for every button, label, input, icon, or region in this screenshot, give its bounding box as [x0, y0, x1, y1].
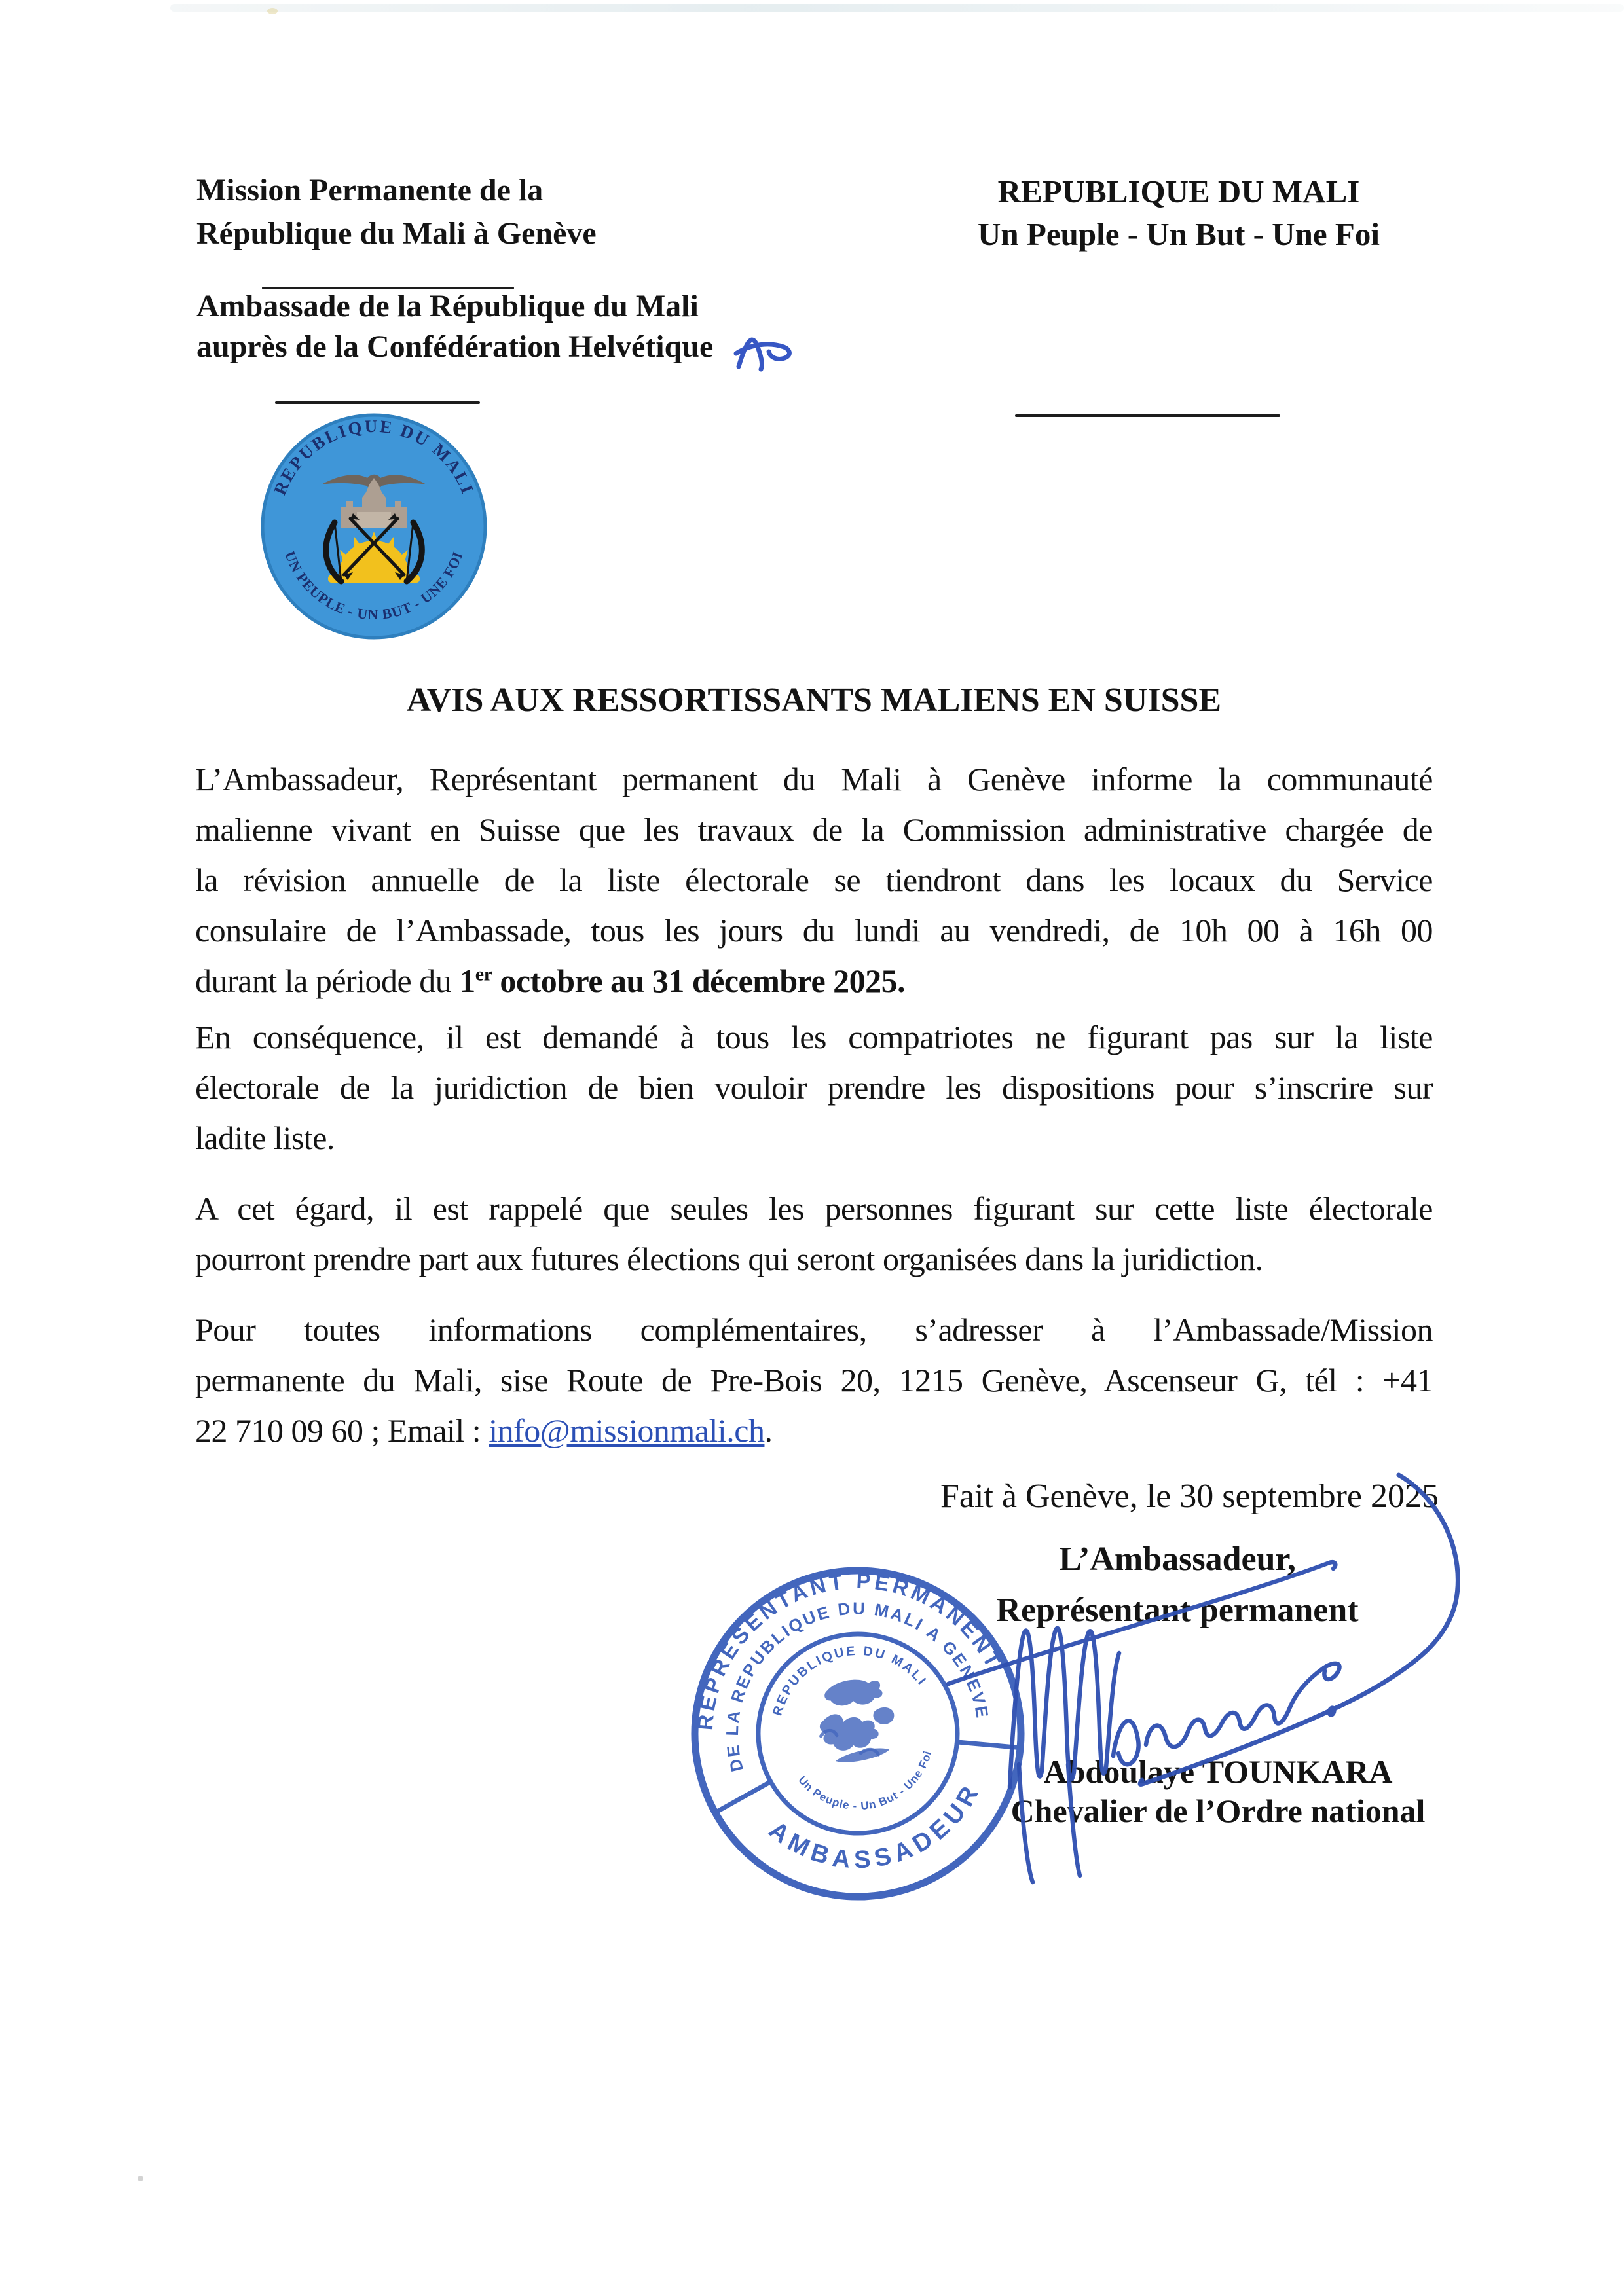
- stamp-emblem: [811, 1673, 902, 1768]
- body-line: [195, 754, 1433, 805]
- body-text: électorale de la juridiction de bien vouloir prendre les dispositions pour s’inscrire sur: [195, 1069, 1433, 1106]
- email-link[interactable]: info@missionmali.ch: [489, 1412, 765, 1449]
- body-text: En conséquence, il est demandé à tous les compatriotes ne figurant pas sur la liste: [195, 1019, 1433, 1055]
- signatory-title: Chevalier de l’Ordre national: [1010, 1793, 1426, 1829]
- scan-artifact: [267, 8, 278, 14]
- body-text: permanente du Mali, sise Route de Pre-Bois 20, 1215 Genève, Ascenseur G, tél : +41: [195, 1362, 1433, 1398]
- stamp-arc-text: REPRESENTANT PERMANENT: [692, 1568, 1007, 1732]
- body-line: [195, 1184, 1433, 1234]
- body-text: Pour toutes informations complémentaires, s’adresser à l’Ambassade/Mission: [195, 1311, 1433, 1348]
- letterhead-republic: [936, 170, 1421, 255]
- seal-arc-text: REPUBLIQUE DU MALI: [270, 416, 478, 498]
- body-line: [195, 905, 1433, 956]
- paragraph: [195, 1012, 1433, 1163]
- signatory-name-block: [956, 1752, 1480, 1831]
- mali-seal-logo: [259, 411, 489, 642]
- divider-line: [275, 401, 480, 404]
- body-text: durant la période du: [195, 962, 460, 999]
- superscript-text: er: [475, 963, 492, 985]
- paragraph: [195, 1305, 1433, 1456]
- national-motto: Un Peuple - Un But - Une Foi: [978, 216, 1380, 252]
- body-line: [195, 956, 1433, 1006]
- body-line: [195, 805, 1433, 855]
- paragraph: [195, 1184, 1433, 1285]
- body-text: octobre au 31 décembre 2025: [492, 962, 898, 999]
- letterhead-line: auprès de la Confédération Helvétique: [196, 329, 714, 364]
- embassy-stamp: [681, 1557, 1035, 1910]
- stamp-arc-text: Un Peuple - Un But - Une Foi: [796, 1749, 934, 1813]
- body-line: [195, 1012, 1433, 1063]
- body-line: [195, 1355, 1433, 1406]
- stamp-arc-text: DE LA REPUBLIQUE DU MALI A GENEVE: [722, 1598, 993, 1774]
- divider-line: [1015, 414, 1280, 417]
- body-line: [195, 1305, 1433, 1355]
- letterhead-mission: [196, 169, 825, 255]
- notice-title: AVIS AUX RESSORTISSANTS MALIENS EN SUISSE: [406, 682, 1222, 719]
- signatory-role-line: L’Ambassadeur,: [1059, 1540, 1296, 1578]
- body-line: [195, 1063, 1433, 1113]
- scan-artifact: [170, 4, 1624, 12]
- seal-mosque-icon: [357, 512, 391, 528]
- body-text: L’Ambassadeur, Représentant permanent du Mali à Genève informe la communauté: [195, 761, 1433, 797]
- stamp-arc-text: AMBASSADEUR: [764, 1777, 987, 1874]
- stamp-arc-text: REPUBLIQUE DU MALI: [770, 1643, 930, 1718]
- letterhead-line: République du Mali à Genève: [196, 216, 597, 251]
- letterhead-line: Ambassade de la République du Mali: [196, 289, 699, 323]
- body-line: [195, 1113, 1433, 1163]
- country-name: REPUBLIQUE DU MALI: [997, 173, 1360, 210]
- body-text: ladite liste.: [195, 1120, 335, 1156]
- seal-arc-text: UN PEUPLE - UN BUT - UNE FOI: [282, 549, 466, 623]
- date-line: Fait à Genève, le 30 septembre 2025: [940, 1478, 1439, 1515]
- handwritten-initials: [732, 325, 798, 377]
- body-text: 22 710 09 60 ; Email :: [195, 1412, 489, 1449]
- signatory-role-line: Représentant permanent: [996, 1592, 1359, 1629]
- body-text: .: [764, 1412, 773, 1449]
- paragraph: [195, 754, 1433, 1006]
- body-text: consulaire de l’Ambassade, tous les jours du lundi au vendredi, de 10h 00 à 16h 00: [195, 912, 1433, 949]
- scan-artifact: [138, 2176, 143, 2181]
- body-text: A cet égard, il est rappelé que seules les personnes figurant sur cette liste électorale: [195, 1190, 1433, 1227]
- letterhead-line: Mission Permanente de la: [196, 173, 544, 208]
- body-text: la révision annuelle de la liste électorale se tiendront dans les locaux du Service: [195, 862, 1433, 898]
- body-line: [195, 855, 1433, 905]
- body-text: pourront prendre part aux futures élections qui seront organisées dans la juridiction.: [195, 1241, 1263, 1277]
- body-text: malienne vivant en Suisse que les travaux de la Commission administrative chargée de: [195, 811, 1433, 848]
- body-text: .: [897, 962, 906, 999]
- body-line: [195, 1234, 1433, 1285]
- signatory-name: Abdoulaye TOUNKARA: [1043, 1753, 1393, 1790]
- body-line: [195, 1406, 1433, 1456]
- body-text: 1: [459, 962, 475, 999]
- letterhead-embassy: [196, 286, 917, 367]
